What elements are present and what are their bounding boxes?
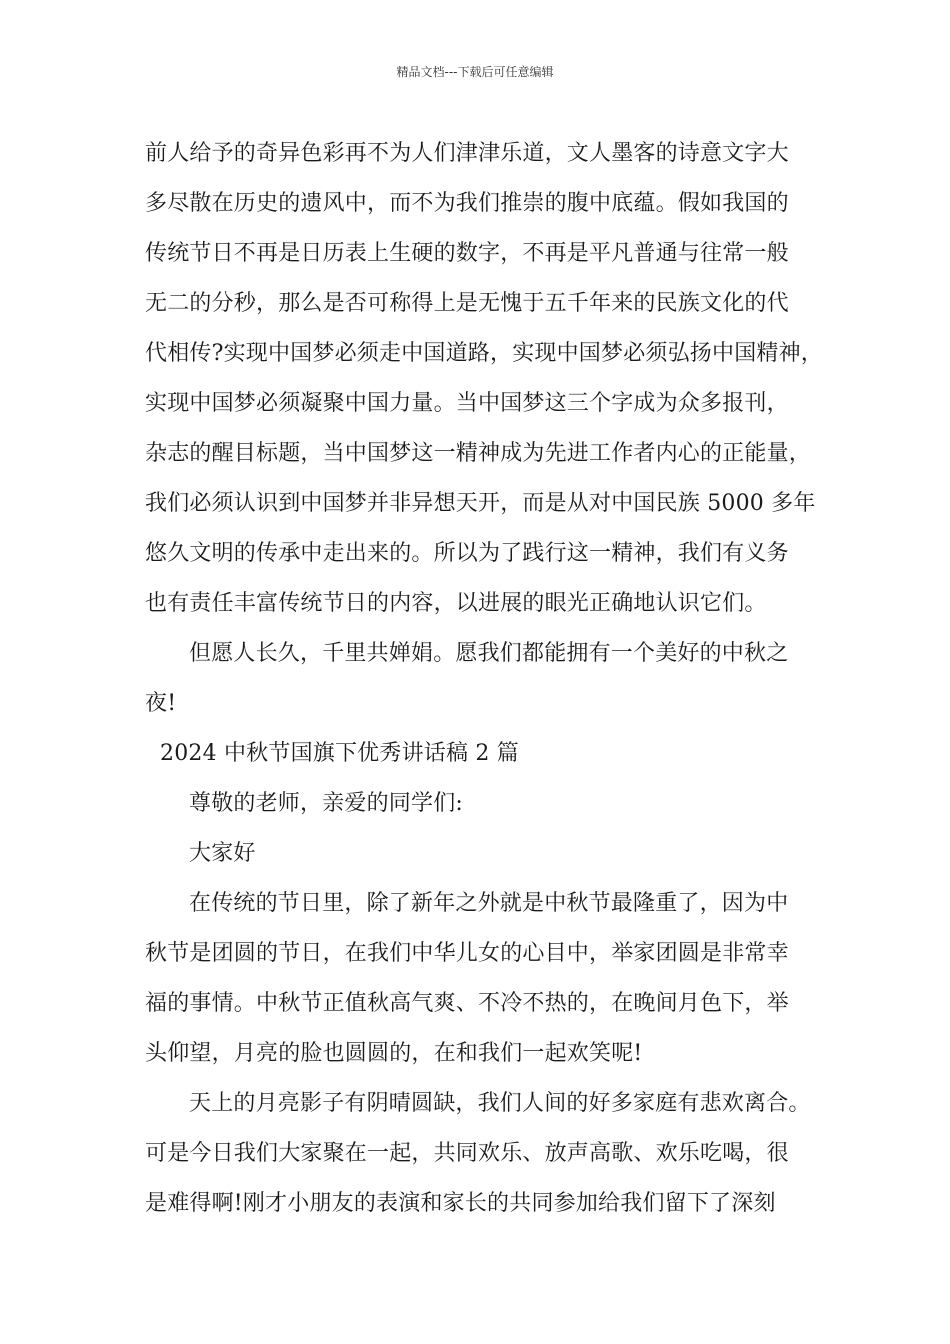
- paragraph-line: 杂志的醒目标题，当中国梦这一精神成为先进工作者内心的正能量，: [145, 441, 812, 466]
- paragraph-line: 多尽散在历史的遗风中，而不为我们推崇的腹中底蕴。假如我国的: [145, 191, 789, 216]
- paragraph-line: 但愿人长久，千里共婵娟。愿我们都能拥有一个美好的中秋之: [189, 641, 789, 666]
- salutation-line: 尊敬的老师，亲爱的同学们:: [189, 791, 464, 816]
- paragraph-line: 福的事情。中秋节正值秋高气爽、不冷不热的，在晚间月色下，举: [145, 991, 789, 1016]
- paragraph-line: 秋节是团圆的节日，在我们中华儿女的心目中，举家团圆是非常幸: [145, 941, 789, 966]
- greeting-line: 大家好: [189, 841, 256, 866]
- paragraph-line: 夜!: [145, 691, 177, 716]
- paragraph-line: 代相传?实现中国梦必须走中国道路，实现中国梦必须弘扬中国精神，: [145, 341, 823, 366]
- paragraph-line: 在传统的节日里，除了新年之外就是中秋节最隆重了，因为中: [189, 891, 789, 916]
- paragraph-line: 悠久文明的传承中走出来的。所以为了践行这一精神，我们有义务: [145, 541, 789, 566]
- paragraph-line: 我们必须认识到中国梦并非异想天开，而是从对中国民族 5000 多年: [145, 491, 816, 516]
- paragraph-line: 头仰望，月亮的脸也圆圆的，在和我们一起欢笑呢!: [145, 1041, 643, 1066]
- paragraph-line: 实现中国梦必须凝聚中国力量。当中国梦这三个字成为众多报刊，: [145, 391, 789, 416]
- document-body: [145, 129, 835, 1229]
- paragraph-line: 天上的月亮影子有阴晴圆缺，我们人间的好多家庭有悲欢离合。: [189, 1091, 811, 1116]
- section-title: 2024 中秋节国旗下优秀讲话稿 2 篇: [160, 741, 519, 766]
- paragraph-line: 是难得啊!刚才小朋友的表演和家长的共同参加给我们留下了深刻: [145, 1191, 776, 1216]
- paragraph-line: 传统节日不再是日历表上生硬的数字，不再是平凡普通与往常一般: [145, 241, 789, 266]
- paragraph-line: 无二的分秒，那么是否可称得上是无愧于五千年来的民族文化的代: [145, 291, 789, 316]
- page-header: 精品文档---下载后可任意编辑: [396, 65, 554, 79]
- paragraph-line: 前人给予的奇异色彩再不为人们津津乐道，文人墨客的诗意文字大: [145, 141, 789, 166]
- paragraph-line: 可是今日我们大家聚在一起，共同欢乐、放声高歌、欢乐吃喝，很: [145, 1141, 789, 1166]
- paragraph-line: 也有责任丰富传统节日的内容，以进展的眼光正确地认识它们。: [145, 591, 767, 616]
